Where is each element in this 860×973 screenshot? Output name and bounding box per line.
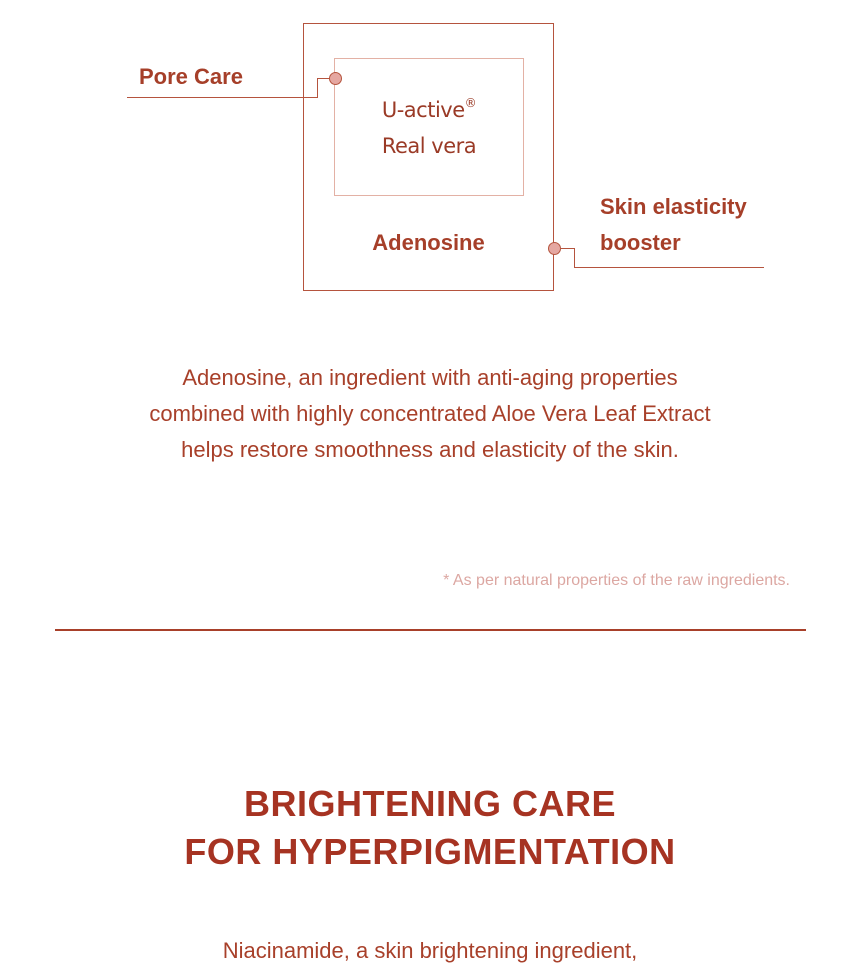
booster-label: booster xyxy=(600,230,681,255)
real-vera-label: Real vera xyxy=(381,134,477,158)
pore-care-marker-dot xyxy=(329,72,342,85)
section-heading-line-2: FOR HYPERPIGMENTATION xyxy=(184,831,676,872)
skin-elasticity-connector-stub xyxy=(561,248,575,249)
description-line-2: combined with highly concentrated Aloe Vera Leaf Extract xyxy=(149,401,711,426)
section-divider xyxy=(55,629,806,631)
skin-elasticity-marker-dot xyxy=(548,242,561,255)
pore-care-label: Pore Care xyxy=(139,64,243,89)
pore-care-connector-vertical xyxy=(317,78,318,98)
skin-elasticity-connector xyxy=(574,267,764,268)
adenosine-label: Adenosine xyxy=(372,230,485,255)
pore-care-connector xyxy=(127,97,317,98)
ingredient-inner-box xyxy=(334,58,524,196)
section-heading-line-1: BRIGHTENING CARE xyxy=(243,783,616,824)
section-intro: Niacinamide, a skin brightening ingredient, xyxy=(222,938,638,963)
description-line-1: Adenosine, an ingredient with anti-aging properties xyxy=(182,365,678,390)
description-line-3: helps restore smoothness and elasticity of the skin. xyxy=(181,437,679,462)
skin-elasticity-label: Skin elasticity xyxy=(600,194,747,219)
skin-elasticity-connector-vertical xyxy=(574,248,575,268)
footnote: * As per natural properties of the raw ingredients. xyxy=(443,572,790,589)
u-active-label: U-active® xyxy=(381,96,477,122)
